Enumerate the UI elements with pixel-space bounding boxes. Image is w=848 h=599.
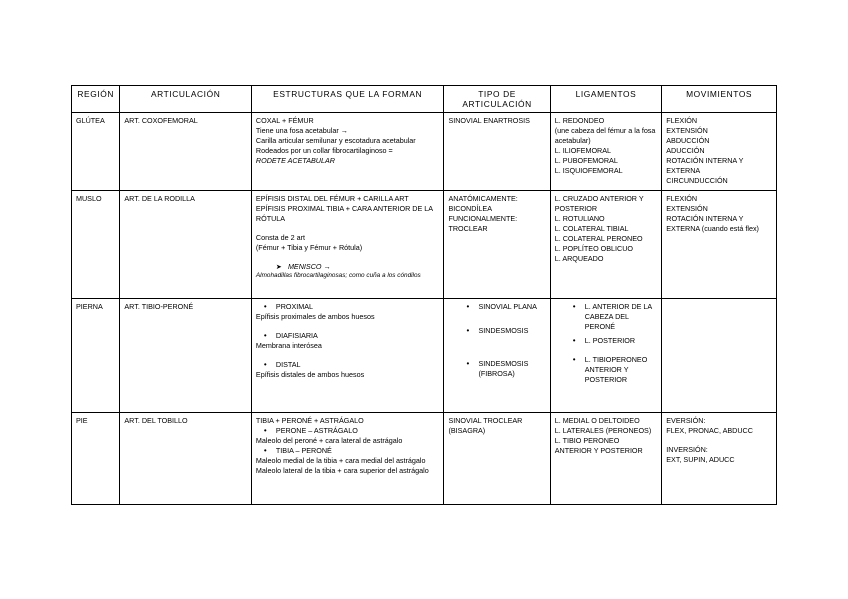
text-line: Maleolo lateral de la tibia + cara superior del astrágalo — [255, 466, 429, 475]
header-estructuras: ESTRUCTURAS QUE LA FORMAN — [251, 86, 444, 113]
text-line: (une cabeza del fémur a la fosa acetabular) — [554, 126, 656, 145]
text-line: L. COLATERAL PERONEO — [554, 234, 643, 243]
text-line: COXAL + FÉMUR — [255, 116, 314, 125]
text-line: ANATÓMICAMENTE: BICONDÍLEA — [448, 194, 518, 213]
cell-region: PIERNA — [72, 299, 120, 413]
text-line: L. TIBIO PERONEO ANTERIOR Y POSTERIOR — [554, 436, 643, 455]
text-line: EXTENSIÓN — [666, 204, 708, 213]
text-line: ABDUCCIÓN — [666, 136, 710, 145]
text-line: L. CRUZADO ANTERIOR Y POSTERIOR — [554, 194, 644, 213]
cell-estructuras — [251, 191, 444, 299]
text-line: Epífisis proximales de ambos huesos — [255, 312, 375, 321]
list-item: • PROXIMAL — [256, 302, 440, 312]
text-line: SINOVIAL TROCLEAR (BISAGRA) — [448, 416, 523, 435]
text-line: Tiene una fosa acetabular → — [255, 126, 348, 135]
list-item: • L. TIBIOPERONEO ANTERIOR Y POSTERIOR — [555, 355, 658, 385]
text-line: (Fémur + Tibia y Fémur + Rótula) — [255, 243, 363, 252]
cell-estructuras — [251, 413, 444, 505]
text-line: EPÍFISIS DISTAL DEL FÉMUR + CARILLA ART — [255, 194, 409, 203]
table-row — [72, 413, 777, 505]
list-item: • SINOVIAL PLANA — [448, 302, 545, 312]
header-movimientos: MOVIMIENTOS — [662, 86, 777, 113]
cell-articulacion: ART. DEL TOBILLO — [120, 413, 252, 505]
text-line: ROTACIÓN INTERNA Y EXTERNA — [666, 156, 744, 175]
header-row — [72, 86, 777, 113]
text-line: L. PUBOFEMORAL — [554, 156, 618, 165]
text-line: Membrana interósea — [255, 341, 322, 350]
arrowhead-icon: ➤ — [275, 262, 282, 271]
text-line: FLEXIÓN — [666, 116, 698, 125]
text-line: Maleolo del peroné + cara lateral de astrágalo — [255, 436, 403, 445]
header-ligamentos: LIGAMENTOS — [550, 86, 662, 113]
cell-region: MUSLO — [72, 191, 120, 299]
text-line: L. MEDIAL O DELTOIDEO — [554, 416, 640, 425]
text-line: CIRCUNDUCCIÓN — [666, 176, 728, 185]
table-row — [72, 113, 777, 191]
list-item: • TIBIA – PERONÉ — [256, 446, 440, 456]
cell-movimientos — [662, 413, 777, 505]
text-line: Almohadillas fibrocartilaginosas; como cuña a los cóndilos — [255, 272, 421, 279]
cell-ligamentos — [550, 299, 662, 413]
text-line: EVERSIÓN: — [666, 416, 706, 425]
cell-movimientos — [662, 113, 777, 191]
cell-movimientos — [662, 191, 777, 299]
header-articulacion: ARTICULACIÓN — [120, 86, 252, 113]
text-line: L. LATERALES (PERONEOS) — [554, 426, 652, 435]
text-line: Rodeados por un collar fibrocartilaginoso = — [255, 146, 393, 155]
text-line: ➤ MENISCO → — [275, 262, 331, 271]
text-line: FLEXIÓN — [666, 194, 698, 203]
cell-tipo — [444, 299, 550, 413]
cell-estructuras — [251, 113, 444, 191]
text-line: Consta de 2 art — [255, 233, 306, 242]
list-item: • DISTAL — [256, 360, 440, 370]
cell-articulacion: ART. COXOFEMORAL — [120, 113, 252, 191]
text-line: ROTACIÓN INTERNA Y EXTERNA (cuando está flex) — [666, 214, 759, 233]
text-line: EPÍFISIS PROXIMAL TIBIA + CARA ANTERIOR DE LA RÓTULA — [255, 204, 433, 223]
text-line: L. ILIOFEMORAL — [554, 146, 612, 155]
text-line: FLEX, PRONAC, ABDUCC — [666, 426, 753, 435]
cell-region: GLÚTEA — [72, 113, 120, 191]
text-line: L. ARQUEADO — [554, 254, 604, 263]
text-line: Maleolo medial de la tibia + cara medial del astrágalo — [255, 456, 426, 465]
cell-movimientos — [662, 299, 777, 413]
list-item: • SINDESMOSIS (FIBROSA) — [448, 359, 545, 379]
text-line: Carilla articular semilunar y escotadura acetabular — [255, 136, 416, 145]
text-line: L. ISQUIOFEMORAL — [554, 166, 623, 175]
list-item: • L. ANTERIOR DE LA CABEZA DEL PERONÉ — [555, 302, 658, 332]
text-line: SINOVIAL ENARTROSIS — [448, 116, 530, 125]
text-line: ADUCCIÓN — [666, 146, 705, 155]
cell-tipo — [444, 413, 550, 505]
list-item: • L. POSTERIOR — [555, 336, 658, 346]
table-row — [72, 299, 777, 413]
text-line: L. POPLÍTEO OBLICUO — [554, 244, 634, 253]
cell-region: PIE — [72, 413, 120, 505]
list-item: • DIAFISIARIA — [256, 331, 440, 341]
text-line: Epífisis distales de ambos huesos — [255, 370, 365, 379]
header-region: REGIÓN — [72, 86, 120, 113]
text-line: EXTENSIÓN — [666, 126, 708, 135]
cell-ligamentos — [550, 191, 662, 299]
text-line: FUNCIONALMENTE: TROCLEAR — [448, 214, 518, 233]
cell-estructuras — [251, 299, 444, 413]
text-line: L. REDONDEO — [554, 116, 605, 125]
text-line: EXT, SUPIN, ADUCC — [666, 455, 735, 464]
text-line: L. COLATERAL TIBIAL — [554, 224, 629, 233]
table-row — [72, 191, 777, 299]
cell-ligamentos — [550, 113, 662, 191]
cell-articulacion: ART. TIBIO-PERONÉ — [120, 299, 252, 413]
cell-ligamentos — [550, 413, 662, 505]
list-item: • PERONE – ASTRÁGALO — [256, 426, 440, 436]
cell-tipo — [444, 191, 550, 299]
list-item: • SINDESMOSIS — [448, 326, 545, 336]
cell-tipo — [444, 113, 550, 191]
text-line: RODETE ACETABULAR — [255, 156, 335, 165]
anatomy-table — [71, 85, 777, 505]
header-tipo: TIPO DE ARTICULACIÓN — [444, 86, 550, 113]
text-line: L. ROTULIANO — [554, 214, 605, 223]
text-line: TIBIA + PERONÉ + ASTRÁGALO — [255, 416, 364, 425]
cell-articulacion: ART. DE LA RODILLA — [120, 191, 252, 299]
text-line: INVERSIÓN: — [666, 445, 708, 454]
